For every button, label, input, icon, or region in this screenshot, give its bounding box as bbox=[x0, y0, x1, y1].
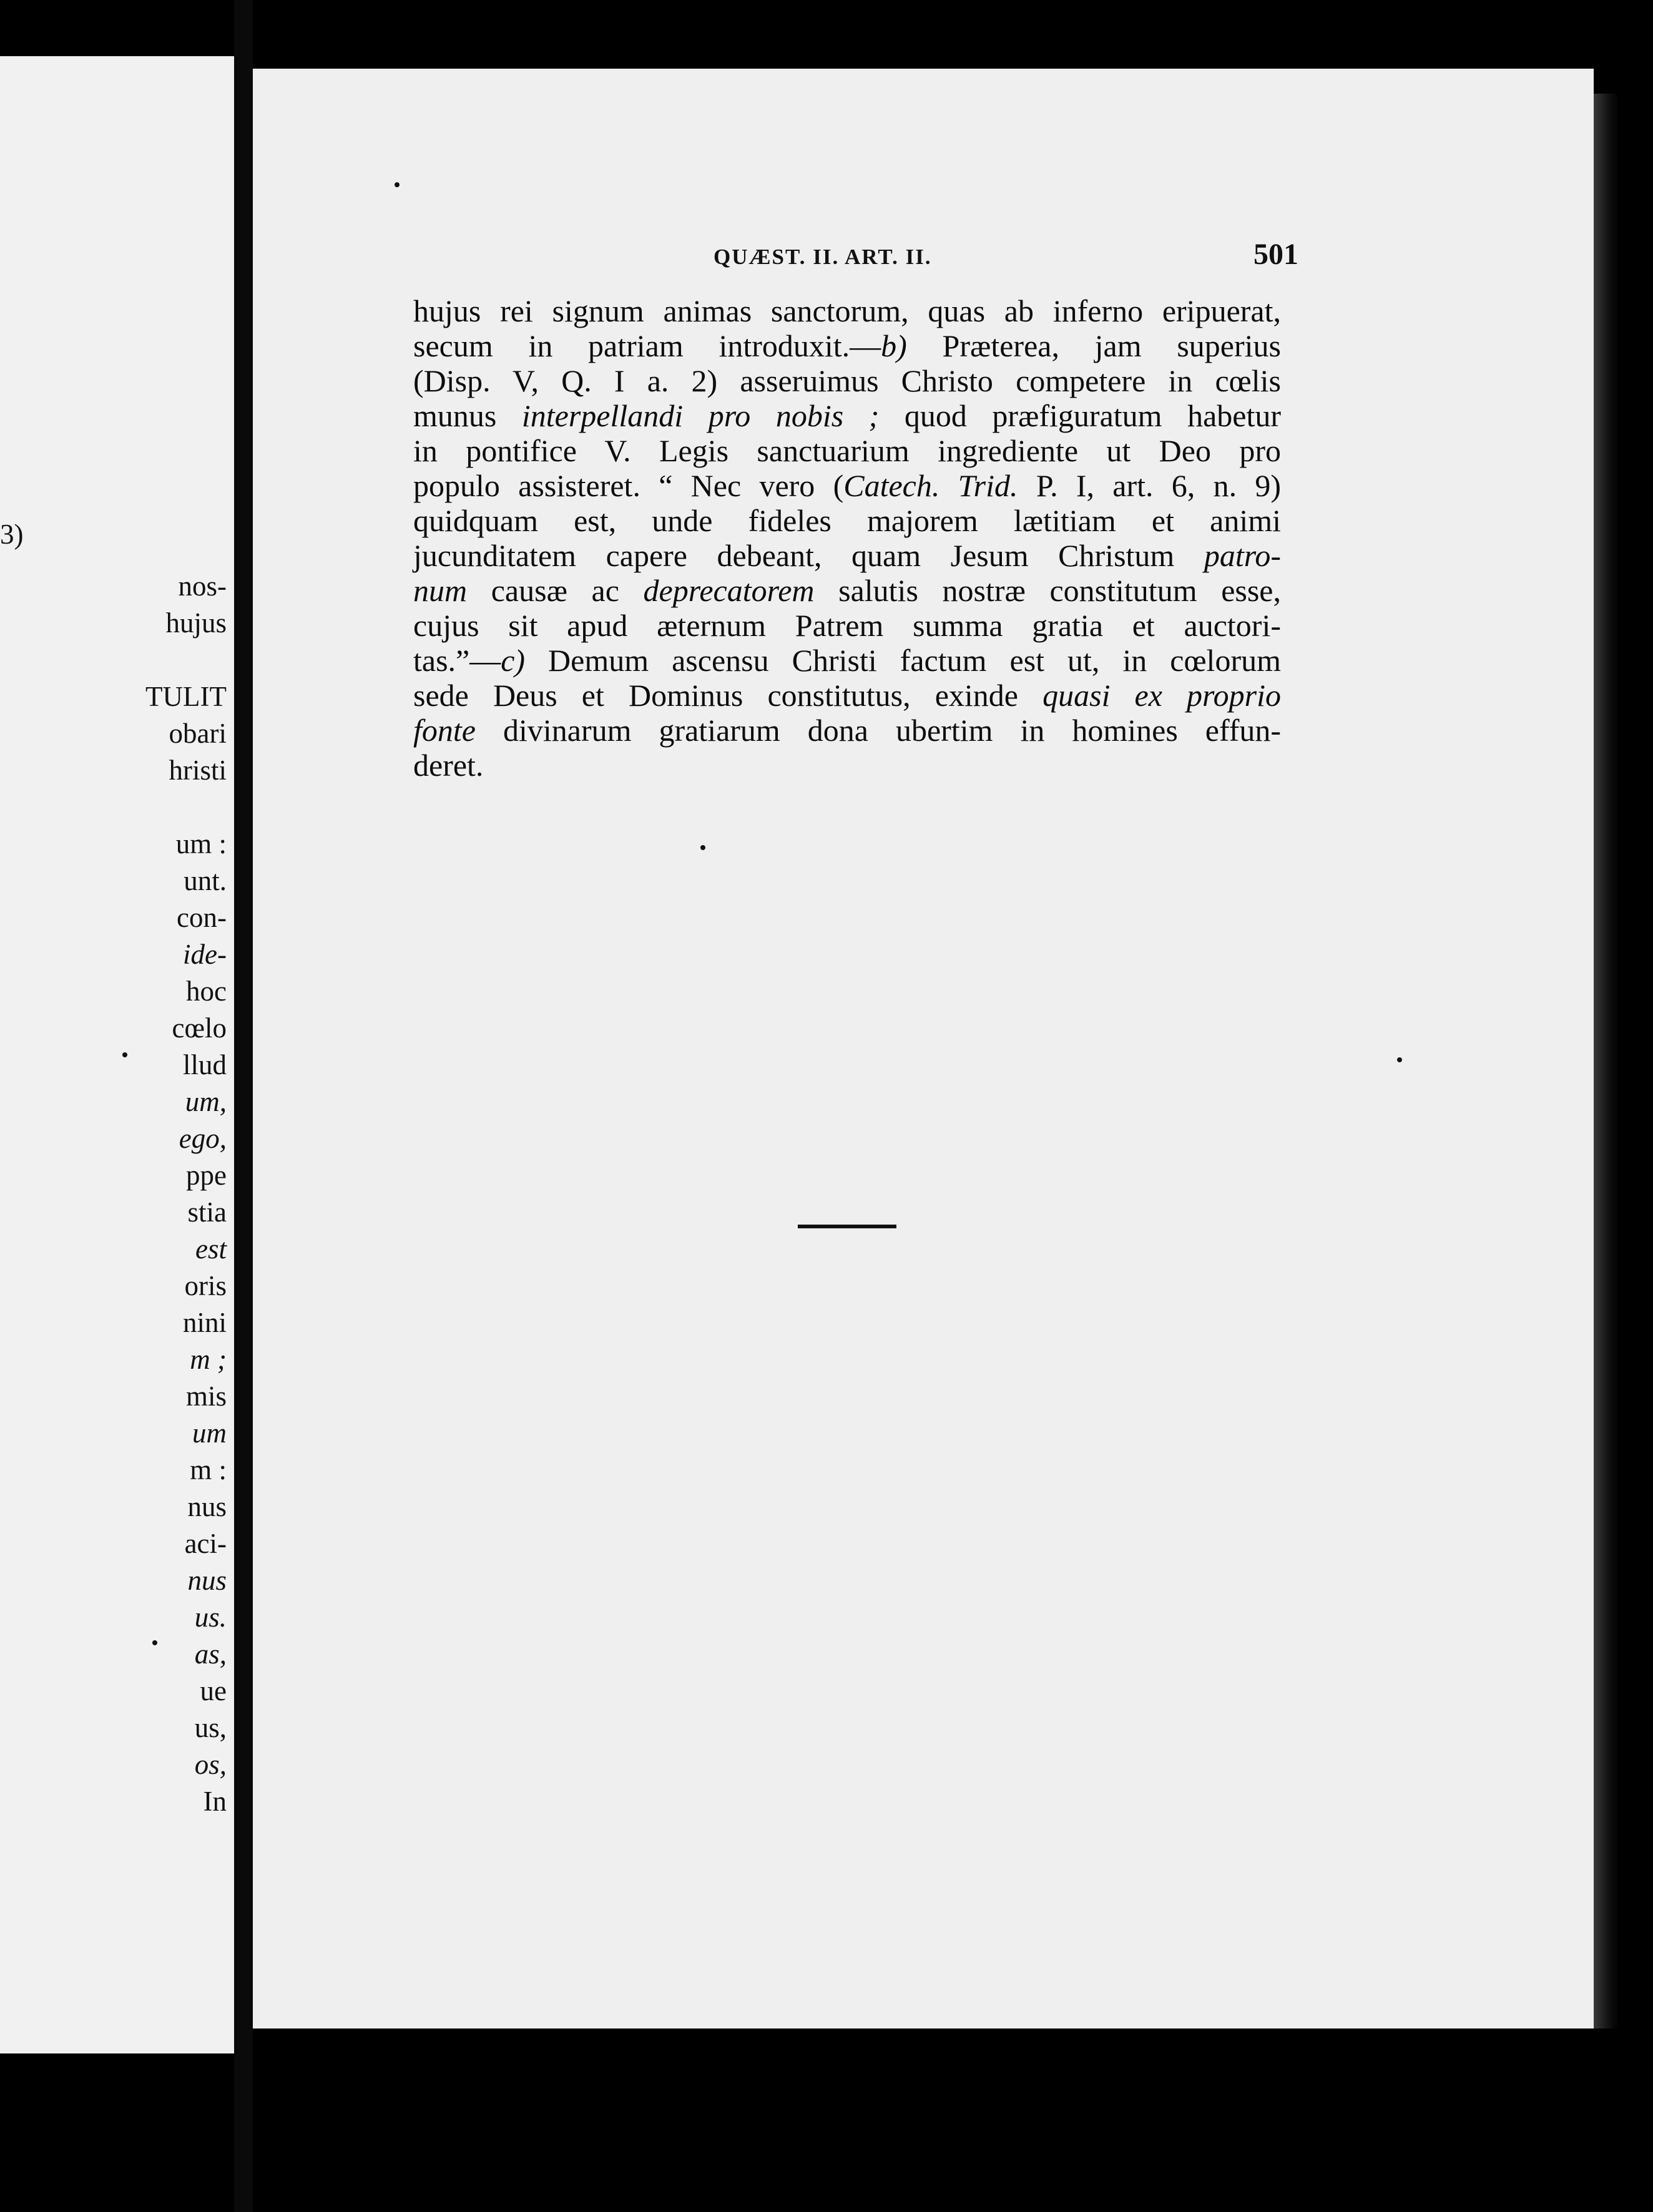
left-page-fragment: mis bbox=[185, 1381, 227, 1412]
italic-run: b) bbox=[881, 328, 907, 363]
text-run: salutis nostræ constitutum esse, bbox=[814, 573, 1282, 608]
text-line bbox=[413, 573, 1281, 608]
text-run: Demum ascensu Christi factum est ut, in cœlorum bbox=[525, 643, 1281, 678]
text-run: tas.”— bbox=[413, 643, 501, 678]
italic-run: quasi ex proprio bbox=[1042, 678, 1281, 713]
left-page-fragment: m : bbox=[190, 1454, 227, 1485]
scan-speck bbox=[122, 1052, 127, 1057]
scan-speck bbox=[395, 182, 400, 187]
left-page-fragment: as, bbox=[194, 1638, 227, 1670]
left-page-fragment: llud bbox=[182, 1049, 227, 1080]
text-run: munus bbox=[413, 398, 522, 433]
text-line bbox=[413, 398, 1281, 433]
left-page-line-ends bbox=[2, 568, 227, 1820]
book-gutter bbox=[234, 0, 253, 2212]
text-line bbox=[413, 363, 1281, 398]
left-page-fragment: ego, bbox=[179, 1123, 227, 1154]
text-line bbox=[413, 328, 1281, 363]
text-run: (Disp. V, Q. I a. 2) asseruimus Christo competere in cœlis bbox=[413, 363, 1281, 398]
page-header bbox=[461, 232, 1298, 276]
left-page-fragment: nini bbox=[182, 1307, 227, 1338]
left-page-fragment bbox=[2, 642, 227, 678]
left-page-fragment: TULIT bbox=[145, 681, 227, 712]
text-line bbox=[413, 468, 1281, 503]
text-run: P. I, art. 6, n. 9) bbox=[1018, 468, 1281, 503]
text-run: in pontifice V. Legis sanctuarium ingrediente ut Deo pro bbox=[413, 433, 1281, 468]
left-page-fragment: con- bbox=[177, 902, 227, 933]
page-edge-shadow bbox=[1594, 94, 1619, 2028]
text-run: causæ ac bbox=[467, 573, 644, 608]
text-line bbox=[413, 713, 1281, 748]
text-run: secum in patriam introduxit.— bbox=[413, 328, 881, 363]
left-page-fragment: hristi bbox=[169, 755, 227, 786]
left-page-fragment: cœlo bbox=[172, 1012, 227, 1044]
previous-page-strip bbox=[0, 56, 234, 2053]
text-run: divinarum gratiarum dona ubertim in homines effun- bbox=[475, 713, 1281, 748]
text-run: sede Deus et Dominus constitutus, exinde bbox=[413, 678, 1043, 713]
text-run: jucunditatem capere debeant, quam Jesum Christum bbox=[413, 538, 1204, 573]
left-page-fragment: est bbox=[195, 1233, 227, 1265]
text-line bbox=[413, 608, 1281, 643]
italic-run: fonte bbox=[413, 713, 476, 748]
section-end-rule bbox=[798, 1225, 896, 1228]
left-page-fragment: ppe bbox=[186, 1160, 227, 1191]
body-paragraph bbox=[413, 293, 1281, 783]
left-page-fragment: ue bbox=[200, 1675, 227, 1706]
left-page-fragment: m ; bbox=[190, 1344, 227, 1375]
text-line bbox=[413, 433, 1281, 468]
italic-run: patro- bbox=[1204, 538, 1281, 573]
left-page-fragment: um bbox=[192, 1417, 227, 1449]
italic-run: deprecatorem bbox=[643, 573, 815, 608]
left-page-fragment: os, bbox=[194, 1749, 227, 1780]
left-page-marker: 3) bbox=[0, 519, 24, 550]
text-run: cujus sit apud æternum Patrem summa gratia et auctori- bbox=[413, 608, 1281, 643]
page-number: 501 bbox=[1253, 238, 1298, 271]
text-run: quidquam est, unde fideles majorem lætitiam et animi bbox=[413, 503, 1281, 538]
italic-run: interpellandi pro nobis ; bbox=[521, 398, 880, 433]
italic-run: num bbox=[413, 573, 468, 608]
left-page-fragment: um, bbox=[185, 1086, 227, 1117]
left-page-fragment: In bbox=[203, 1786, 227, 1817]
text-line bbox=[413, 503, 1281, 538]
scan-speck bbox=[1397, 1057, 1402, 1062]
left-page-fragment: nus bbox=[187, 1565, 227, 1596]
left-page-fragment: stia bbox=[187, 1197, 227, 1228]
text-run: quod præfiguratum habetur bbox=[879, 398, 1281, 433]
left-page-fragment: nos- bbox=[178, 570, 227, 602]
left-page-fragment: obari bbox=[169, 718, 227, 749]
left-page-fragment: us. bbox=[194, 1602, 227, 1633]
text-line bbox=[413, 748, 1281, 783]
scan-speck bbox=[700, 845, 705, 850]
scan-speck bbox=[152, 1640, 157, 1645]
left-page-fragment: hujus bbox=[165, 607, 227, 639]
text-line bbox=[413, 293, 1281, 328]
text-line bbox=[413, 538, 1281, 573]
text-run: Præterea, jam superius bbox=[906, 328, 1281, 363]
italic-run: Catech. Trid. bbox=[843, 468, 1018, 503]
text-run: populo assisteret. “ Nec vero ( bbox=[413, 468, 844, 503]
running-head: QUÆST. II. ART. II. bbox=[714, 245, 932, 269]
left-page-fragment: nus bbox=[187, 1491, 227, 1522]
text-run: hujus rei signum animas sanctorum, quas ab inferno eripuerat, bbox=[413, 293, 1281, 328]
left-page-fragment: aci- bbox=[184, 1528, 227, 1559]
text-line bbox=[413, 643, 1281, 678]
left-page-fragment: ide- bbox=[183, 939, 227, 970]
text-line bbox=[413, 678, 1281, 713]
left-page-fragment: unt. bbox=[184, 865, 227, 896]
left-page-fragment: um : bbox=[175, 828, 227, 859]
left-page-fragment: hoc bbox=[186, 976, 227, 1007]
italic-run: c) bbox=[501, 643, 526, 678]
left-page-fragment bbox=[2, 789, 227, 826]
left-page-fragment: oris bbox=[184, 1270, 227, 1301]
left-page-fragment: us, bbox=[194, 1712, 227, 1743]
text-run: deret. bbox=[413, 748, 484, 783]
